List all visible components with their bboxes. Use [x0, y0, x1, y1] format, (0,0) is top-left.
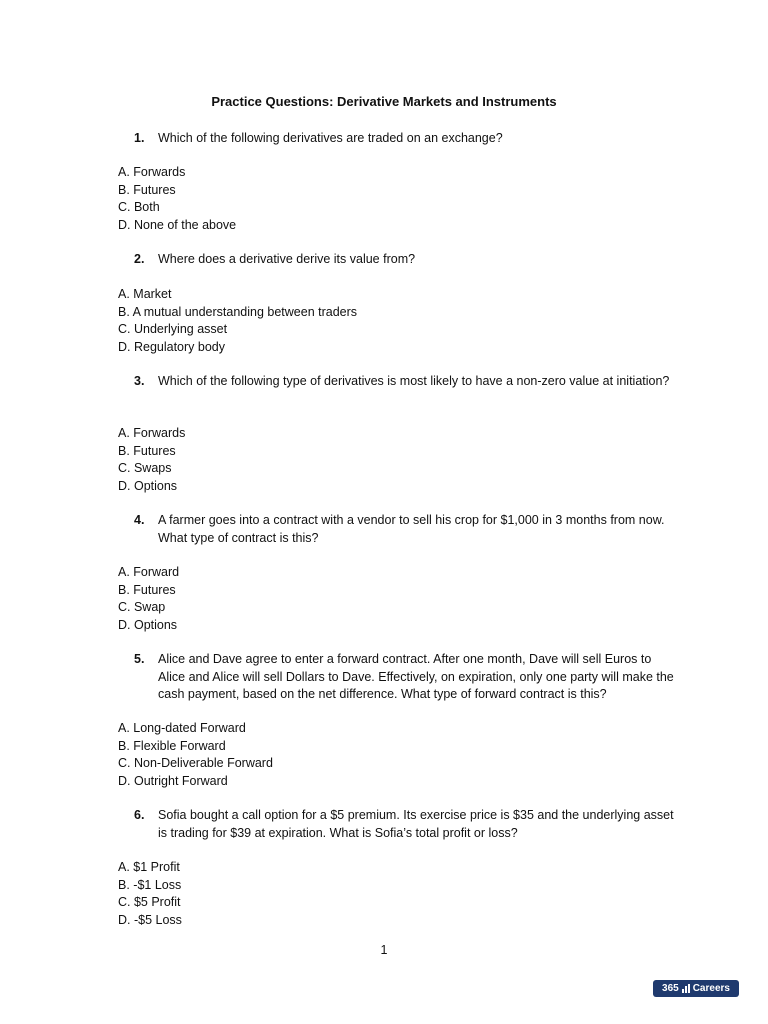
- option-c: C. Both: [118, 200, 160, 214]
- option-a: A. Long-dated Forward: [118, 721, 246, 735]
- options-6: [118, 859, 518, 929]
- option-c: C. Non-Deliverable Forward: [118, 756, 273, 770]
- question-text: Alice and Dave agree to enter a forward contract. After one month, Dave will sell Euros to Alice and Alice will sell Dollars to Dave. Effectively, on expiration, only one party will make the cash payment, based on the net difference. What type of forward contract is this?: [158, 652, 674, 701]
- question-number: 2.: [134, 252, 145, 266]
- option-b: B. A mutual understanding between traders: [118, 304, 358, 319]
- option-c: C. Swaps: [118, 461, 172, 475]
- option-c: C. Swap: [118, 600, 166, 614]
- option-a: A. Forwards: [118, 426, 186, 440]
- question-number: 4.: [134, 513, 145, 527]
- question-number: 5.: [134, 652, 145, 666]
- option-d: D. Options: [118, 478, 178, 493]
- option-a: A. $1 Profit: [118, 860, 180, 874]
- page-number: 1: [380, 943, 388, 957]
- option-d: D. -$5 Loss: [118, 912, 182, 927]
- question-number: 6.: [134, 808, 145, 822]
- question-5: [134, 651, 674, 704]
- option-b: B. Futures: [118, 582, 176, 597]
- option-d: D. Options: [118, 617, 178, 632]
- question-6: [134, 807, 674, 842]
- question-text: Where does a derivative derive its value from?: [158, 252, 416, 266]
- question-text: Sofia bought a call option for a $5 premium. Its exercise price is $35 and the underlying asset is trading for $39 at expiration. What is Sofia’s total profit or loss?: [158, 808, 674, 840]
- option-d: D. Outright Forward: [118, 773, 228, 788]
- page-title: Practice Questions: Derivative Markets and Instruments: [211, 94, 557, 109]
- question-text: Which of the following type of derivatives is most likely to have a non-zero value at initiation?: [158, 374, 670, 388]
- question-number: 3.: [134, 374, 145, 388]
- option-d: D. Regulatory body: [118, 339, 226, 354]
- option-b: B. -$1 Loss: [118, 877, 182, 892]
- option-a: A. Market: [118, 287, 172, 301]
- question-1: [134, 130, 674, 148]
- option-b: B. Futures: [118, 443, 176, 458]
- option-c: C. Underlying asset: [118, 322, 228, 336]
- option-a: A. Forwards: [118, 165, 186, 179]
- option-d: D. None of the above: [118, 217, 237, 232]
- question-text: A farmer goes into a contract with a vendor to sell his crop for $1,000 in 3 months from now. What type of contract is this?: [158, 513, 665, 545]
- options-5: [118, 720, 518, 790]
- bar-chart-icon: [682, 984, 690, 993]
- question-text: Which of the following derivatives are traded on an exchange?: [158, 131, 503, 145]
- options-4: [118, 564, 518, 634]
- question-4: [134, 512, 674, 547]
- question-number: 1.: [134, 131, 145, 145]
- options-1: [118, 164, 518, 234]
- option-a: A. Forward: [118, 565, 180, 579]
- option-b: B. Futures: [118, 182, 176, 197]
- options-2: [118, 286, 518, 356]
- option-b: B. Flexible Forward: [118, 738, 226, 753]
- question-3: [134, 373, 674, 391]
- option-c: C. $5 Profit: [118, 895, 181, 909]
- logo-number: 365: [662, 983, 679, 994]
- options-3: [118, 425, 518, 495]
- question-2: [134, 251, 674, 269]
- logo-text: Careers: [692, 983, 730, 994]
- brand-logo: [653, 980, 739, 997]
